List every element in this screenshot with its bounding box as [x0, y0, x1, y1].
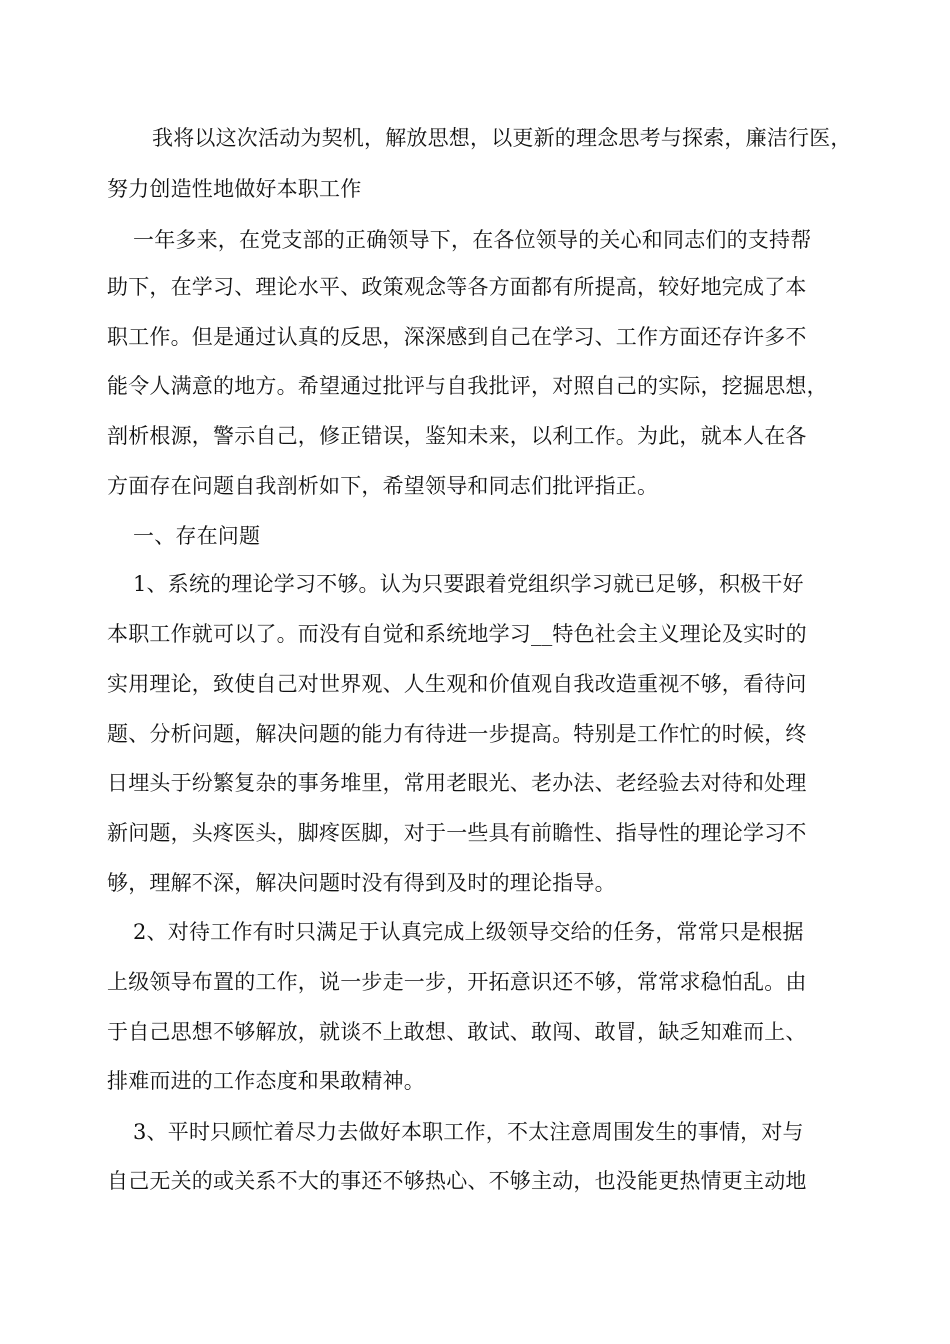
- paragraph-2-line-3: 职工作。但是通过认真的反思，深深感到自己在学习、工作方面还存许多不: [107, 325, 807, 349]
- paragraph-1-line-2: 努力创造性地做好本职工作: [107, 177, 362, 201]
- item-3-line-1: 3、平时只顾忙着尽力去做好本职工作，不太注意周围发生的事情，对与: [133, 1120, 804, 1144]
- paragraph-2-line-2: 助下，在学习、理论水平、政策观念等各方面都有所提高，较好地完成了本: [107, 275, 807, 299]
- item-1-line-2: 本职工作就可以了。而没有自觉和系统地学习__特色社会主义理论及实时的: [107, 622, 807, 646]
- item-1-line-4: 题、分析问题，解决问题的能力有待进一步提高。特别是工作忙的时候，终: [107, 722, 807, 746]
- item-2-line-4: 排难而进的工作态度和果敢精神。: [107, 1069, 425, 1093]
- item-1-line-3: 实用理论，致使自己对世界观、人生观和价值观自我改造重视不够，看待问: [107, 672, 807, 696]
- paragraph-2-line-5: 剖析根源，警示自己，修正错误，鉴知未来，以利工作。为此，就本人在各: [107, 424, 807, 448]
- item-1-line-5: 日埋头于纷繁复杂的事务堆里，常用老眼光、老办法、老经验去对待和处理: [107, 771, 807, 795]
- item-1-line-6: 新问题，头疼医头，脚疼医脚，对于一些具有前瞻性、指导性的理论学习不: [107, 821, 807, 845]
- item-3-line-2: 自己无关的或关系不大的事还不够热心、不够主动，也没能更热情更主动地: [107, 1169, 807, 1193]
- paragraph-2-line-4: 能令人满意的地方。希望通过批评与自我批评，对照自己的实际，挖掘思想，: [107, 374, 828, 398]
- paragraph-2-line-1: 一年多来，在党支部的正确领导下，在各位领导的关心和同志们的支持帮: [133, 228, 812, 252]
- item-1-line-1: 1、系统的理论学习不够。认为只要跟着党组织学习就已足够，积极干好: [133, 572, 804, 596]
- item-2-line-2: 上级领导布置的工作，说一步走一步，开拓意识还不够，常常求稳怕乱。由: [107, 970, 807, 994]
- item-2-line-3: 于自己思想不够解放，就谈不上敢想、敢试、敢闯、敢冒，缺乏知难而上、: [107, 1020, 807, 1044]
- item-2-line-1: 2、对待工作有时只满足于认真完成上级领导交给的任务，常常只是根据: [133, 920, 804, 944]
- section-heading: 一、存在问题: [133, 524, 261, 548]
- paragraph-1-line-1: 我将以这次活动为契机，解放思想，以更新的理念思考与探索，廉洁行医，: [152, 126, 852, 150]
- item-1-line-7: 够，理解不深，解决问题时没有得到及时的理论指导。: [107, 871, 616, 895]
- paragraph-2-line-6: 方面存在问题自我剖析如下，希望领导和同志们批评指正。: [107, 474, 659, 498]
